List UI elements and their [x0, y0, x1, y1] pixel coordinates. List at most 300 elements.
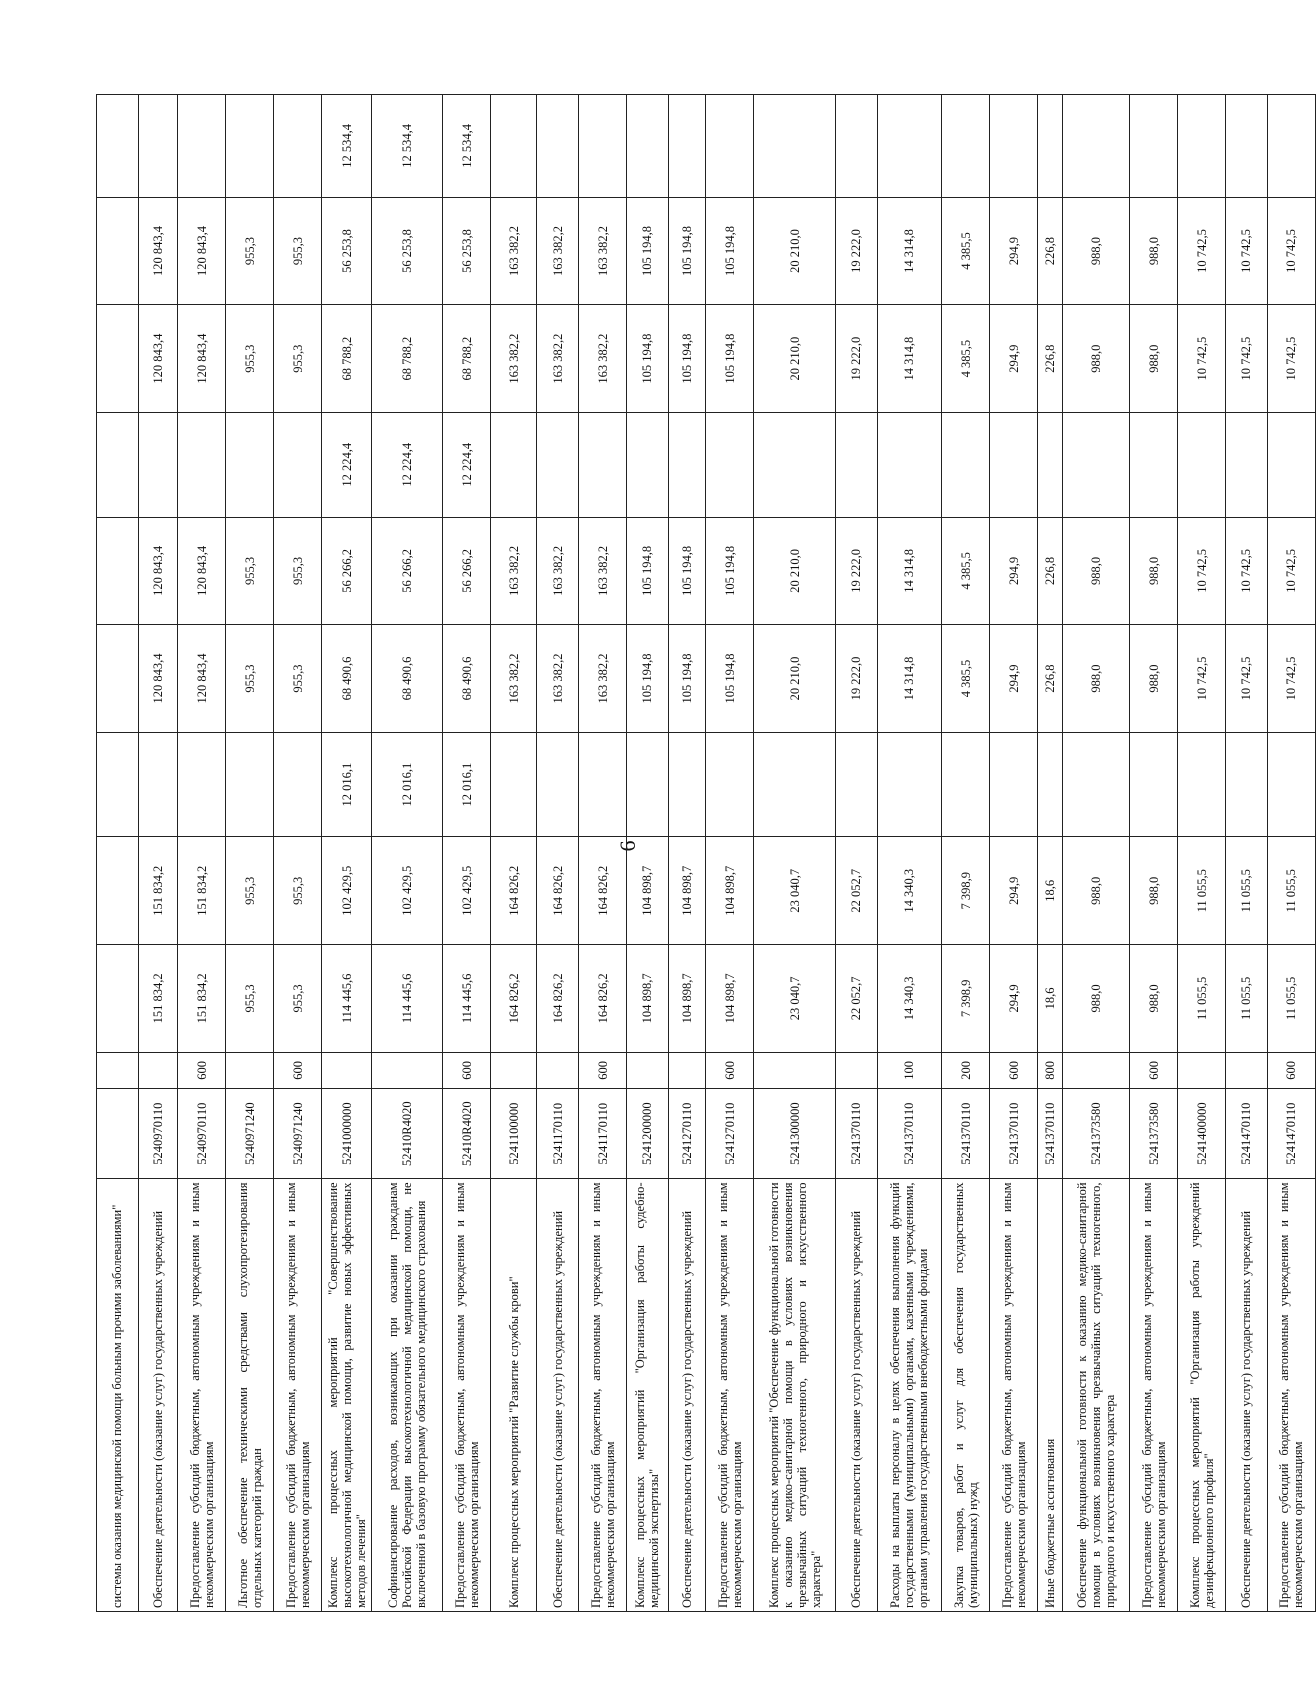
value-2025-total: 68 490,6 [372, 625, 443, 733]
value-2026-total: 14 314,8 [877, 305, 942, 413]
value-2026-total: 4 385,5 [942, 305, 990, 413]
table-row [1063, 95, 1130, 1612]
row-code: 5241373580 [1063, 1088, 1130, 1179]
value-2024-total: 955,3 [226, 945, 274, 1053]
value-2024-federal [754, 732, 835, 837]
value-2025-federal [226, 412, 274, 517]
value-2026-federal [97, 95, 139, 198]
value-2025-federal [1267, 412, 1315, 517]
row-code: 5240970110 [178, 1088, 226, 1179]
value-2024-total: 104 898,7 [668, 945, 706, 1053]
row-vr: 600 [178, 1052, 226, 1088]
row-name: Комплекс процессных мероприятий "Совершенствование высокотехнологичной медицинской помощи, развитие новых эффективных методов лечения" [322, 1179, 372, 1612]
value-2025-regional: 120 843,4 [138, 517, 178, 625]
table-row [372, 95, 443, 1612]
row-vr [1226, 1052, 1268, 1088]
row-code: 5241370110 [877, 1088, 942, 1179]
table-row [1267, 95, 1315, 1612]
value-2024-federal: 12 016,1 [322, 732, 372, 837]
row-code: 5241200000 [627, 1088, 669, 1179]
value-2024-regional: 102 429,5 [443, 837, 491, 945]
table-row [138, 95, 178, 1612]
table-row [1226, 95, 1268, 1612]
value-2025-federal [138, 412, 178, 517]
value-2026-regional: 105 194,8 [706, 197, 754, 305]
value-2026-regional: 163 382,2 [579, 197, 627, 305]
value-2024-federal [537, 732, 579, 837]
row-vr [1178, 1052, 1226, 1088]
value-2024-total: 164 826,2 [579, 945, 627, 1053]
row-code: 5241270110 [668, 1088, 706, 1179]
row-code: 5241370110 [942, 1088, 990, 1179]
value-2026-federal [1130, 95, 1178, 198]
table-row [706, 95, 754, 1612]
value-2025-total: 19 222,0 [835, 625, 877, 733]
value-2024-federal [1267, 732, 1315, 837]
value-2026-total: 68 788,2 [443, 305, 491, 413]
value-2024-regional: 104 898,7 [668, 837, 706, 945]
row-vr: 200 [942, 1052, 990, 1088]
row-name: Комплекс процессных мероприятий "Организация работы судебно-медицинской экспертизы" [627, 1179, 669, 1612]
value-2024-regional: 104 898,7 [706, 837, 754, 945]
value-2024-regional: 22 052,7 [835, 837, 877, 945]
value-2024-regional: 102 429,5 [372, 837, 443, 945]
value-2026-federal: 12 534,4 [443, 95, 491, 198]
value-2026-total: 10 742,5 [1267, 305, 1315, 413]
value-2026-regional: 226,8 [1038, 197, 1063, 305]
value-2025-regional: 4 385,5 [942, 517, 990, 625]
value-2026-regional: 10 742,5 [1267, 197, 1315, 305]
page-number: 6 [615, 840, 640, 852]
row-code: 5240971240 [226, 1088, 274, 1179]
value-2024-total: 988,0 [1063, 945, 1130, 1053]
value-2024-regional: 7 398,9 [942, 837, 990, 945]
row-name: Софинансирование расходов, возникающих при оказании гражданам Российской Федерации высокотехнологичной медицинской помощи, не включенной в базовую программу обязательного медицинского страхования [372, 1179, 443, 1612]
value-2026-total: 120 843,4 [178, 305, 226, 413]
row-name: Обеспечение деятельности (оказание услуг) государственных учреждений [1226, 1179, 1268, 1612]
value-2024-regional: 11 055,5 [1178, 837, 1226, 945]
value-2024-total: 18,6 [1038, 945, 1063, 1053]
value-2026-total: 163 382,2 [491, 305, 537, 413]
value-2026-regional: 10 742,5 [1178, 197, 1226, 305]
value-2024-total: 104 898,7 [627, 945, 669, 1053]
value-2025-federal [579, 412, 627, 517]
value-2025-regional: 56 266,2 [322, 517, 372, 625]
value-2025-federal [491, 412, 537, 517]
value-2025-total: 10 742,5 [1226, 625, 1268, 733]
value-2024-federal [491, 732, 537, 837]
value-2024-federal [706, 732, 754, 837]
table-row [537, 95, 579, 1612]
value-2024-regional: 14 340,3 [877, 837, 942, 945]
value-2024-federal [579, 732, 627, 837]
value-2024-regional: 955,3 [226, 837, 274, 945]
row-name: Предоставление субсидий бюджетным, автономным учреждениям и иным некоммерческим организациям [706, 1179, 754, 1612]
value-2025-regional: 105 194,8 [668, 517, 706, 625]
value-2024-total: 164 826,2 [491, 945, 537, 1053]
value-2025-regional [97, 517, 139, 625]
value-2026-federal: 12 534,4 [322, 95, 372, 198]
value-2026-regional: 988,0 [1130, 197, 1178, 305]
row-code: 5241470110 [1267, 1088, 1315, 1179]
value-2024-regional: 104 898,7 [627, 837, 669, 945]
value-2025-federal [274, 412, 322, 517]
value-2024-regional: 102 429,5 [322, 837, 372, 945]
value-2024-federal [178, 732, 226, 837]
value-2026-regional: 105 194,8 [627, 197, 669, 305]
value-2025-total: 163 382,2 [537, 625, 579, 733]
row-name: Расходы на выплаты персоналу в целях обеспечения выполнения функций государственными (муниципальными) органами, казенными учреждениями, органами управления государственными внебюджетными фондами [877, 1179, 942, 1612]
value-2025-federal [627, 412, 669, 517]
row-name: Предоставление субсидий бюджетным, автономным учреждениям и иным некоммерческим организациям [274, 1179, 322, 1612]
value-2025-federal [990, 412, 1038, 517]
value-2025-federal: 12 224,4 [443, 412, 491, 517]
value-2026-total: 163 382,2 [579, 305, 627, 413]
value-2024-federal [942, 732, 990, 837]
row-vr: 800 [1038, 1052, 1063, 1088]
budget-table-body [97, 95, 1316, 1612]
value-2026-total: 226,8 [1038, 305, 1063, 413]
value-2025-regional: 226,8 [1038, 517, 1063, 625]
value-2024-federal [1178, 732, 1226, 837]
row-code: 52410R4020 [372, 1088, 443, 1179]
row-name: Предоставление субсидий бюджетным, автономным учреждениям и иным некоммерческим организациям [990, 1179, 1038, 1612]
value-2024-total: 104 898,7 [706, 945, 754, 1053]
value-2026-total: 988,0 [1130, 305, 1178, 413]
value-2026-federal [138, 95, 178, 198]
table-row [443, 95, 491, 1612]
value-2025-federal [97, 412, 139, 517]
value-2024-federal [226, 732, 274, 837]
row-code: 5241373580 [1130, 1088, 1178, 1179]
value-2026-federal [877, 95, 942, 198]
value-2025-federal [1130, 412, 1178, 517]
value-2024-total [97, 945, 139, 1053]
value-2024-federal [668, 732, 706, 837]
value-2024-federal [1038, 732, 1063, 837]
row-vr [668, 1052, 706, 1088]
value-2024-federal [835, 732, 877, 837]
value-2026-total: 10 742,5 [1178, 305, 1226, 413]
value-2025-total: 294,9 [990, 625, 1038, 733]
table-row [1038, 95, 1063, 1612]
value-2024-regional: 955,3 [274, 837, 322, 945]
value-2024-federal: 12 016,1 [443, 732, 491, 837]
value-2026-federal [579, 95, 627, 198]
value-2025-federal [1226, 412, 1268, 517]
value-2024-total: 14 340,3 [877, 945, 942, 1053]
value-2026-total: 294,9 [990, 305, 1038, 413]
row-vr [226, 1052, 274, 1088]
value-2025-regional: 120 843,4 [178, 517, 226, 625]
value-2026-federal [1063, 95, 1130, 198]
value-2025-total: 955,3 [274, 625, 322, 733]
value-2026-total: 955,3 [226, 305, 274, 413]
value-2025-total: 120 843,4 [138, 625, 178, 733]
row-name: Обеспечение деятельности (оказание услуг) государственных учреждений [835, 1179, 877, 1612]
row-code: 5241170110 [579, 1088, 627, 1179]
row-name: системы оказания медицинской помощи больным прочими заболеваниями" [97, 1179, 139, 1612]
value-2026-federal [178, 95, 226, 198]
value-2025-total: 226,8 [1038, 625, 1063, 733]
row-code: 5240971240 [274, 1088, 322, 1179]
row-code: 5240970110 [138, 1088, 178, 1179]
value-2026-federal [942, 95, 990, 198]
value-2025-regional: 10 742,5 [1267, 517, 1315, 625]
value-2026-regional [97, 197, 139, 305]
value-2026-regional: 955,3 [274, 197, 322, 305]
row-vr [1063, 1052, 1130, 1088]
value-2025-regional: 105 194,8 [706, 517, 754, 625]
value-2024-regional: 164 826,2 [537, 837, 579, 945]
value-2024-total: 7 398,9 [942, 945, 990, 1053]
value-2025-regional: 955,3 [274, 517, 322, 625]
value-2024-regional [97, 837, 139, 945]
value-2025-regional: 105 194,8 [627, 517, 669, 625]
row-code: 5241100000 [491, 1088, 537, 1179]
value-2025-regional: 14 314,8 [877, 517, 942, 625]
value-2025-regional: 955,3 [226, 517, 274, 625]
row-name: Предоставление субсидий бюджетным, автономным учреждениям и иным некоммерческим организациям [1267, 1179, 1315, 1612]
table-row [990, 95, 1038, 1612]
value-2024-federal [138, 732, 178, 837]
value-2026-regional: 120 843,4 [138, 197, 178, 305]
value-2026-federal [274, 95, 322, 198]
value-2024-regional: 988,0 [1063, 837, 1130, 945]
value-2026-federal [990, 95, 1038, 198]
row-vr: 600 [274, 1052, 322, 1088]
row-name: Предоставление субсидий бюджетным, автономным учреждениям и иным некоммерческим организациям [1130, 1179, 1178, 1612]
value-2024-total: 151 834,2 [138, 945, 178, 1053]
row-code: 5241370110 [990, 1088, 1038, 1179]
value-2024-total: 294,9 [990, 945, 1038, 1053]
value-2026-total: 68 788,2 [322, 305, 372, 413]
value-2025-total: 105 194,8 [706, 625, 754, 733]
row-vr [537, 1052, 579, 1088]
value-2026-regional: 19 222,0 [835, 197, 877, 305]
row-code: 5241270110 [706, 1088, 754, 1179]
table-row [627, 95, 669, 1612]
row-code: 5241170110 [537, 1088, 579, 1179]
value-2024-federal [627, 732, 669, 837]
value-2025-total: 955,3 [226, 625, 274, 733]
row-vr [835, 1052, 877, 1088]
row-name: Предоставление субсидий бюджетным, автономным учреждениям и иным некоммерческим организациям [579, 1179, 627, 1612]
row-name: Предоставление субсидий бюджетным, автономным учреждениям и иным некоммерческим организациям [443, 1179, 491, 1612]
value-2025-total: 20 210,0 [754, 625, 835, 733]
value-2026-federal [226, 95, 274, 198]
row-vr: 600 [990, 1052, 1038, 1088]
value-2024-federal [1226, 732, 1268, 837]
value-2025-regional: 56 266,2 [372, 517, 443, 625]
value-2026-federal: 12 534,4 [372, 95, 443, 198]
row-name: Комплекс процессных мероприятий "Обеспечение функциональной готовности к оказанию медико-санитарной помощи в условиях возникновения чрезвычайных ситуаций техногенного, природного и искусственного характера" [754, 1179, 835, 1612]
row-vr [491, 1052, 537, 1088]
value-2025-federal [178, 412, 226, 517]
row-code: 5241370110 [1038, 1088, 1063, 1179]
value-2025-federal [754, 412, 835, 517]
row-name: Комплекс процессных мероприятий "Организация работы учреждений дезинфекционного профиля" [1178, 1179, 1226, 1612]
value-2025-total: 4 385,5 [942, 625, 990, 733]
value-2025-federal [668, 412, 706, 517]
value-2026-federal [491, 95, 537, 198]
value-2025-total: 988,0 [1063, 625, 1130, 733]
value-2026-regional: 20 210,0 [754, 197, 835, 305]
row-vr: 100 [877, 1052, 942, 1088]
value-2025-regional: 19 222,0 [835, 517, 877, 625]
value-2026-total: 105 194,8 [706, 305, 754, 413]
table-row [754, 95, 835, 1612]
value-2026-federal [835, 95, 877, 198]
value-2024-regional: 294,9 [990, 837, 1038, 945]
value-2024-regional: 988,0 [1130, 837, 1178, 945]
table-row [877, 95, 942, 1612]
value-2024-total: 114 445,6 [443, 945, 491, 1053]
value-2026-federal [1267, 95, 1315, 198]
row-vr: 600 [706, 1052, 754, 1088]
row-name: Льготное обеспечение техническими средствами слухопротезирования отдельных категорий граждан [226, 1179, 274, 1612]
table-row [178, 95, 226, 1612]
rotated-table-container [96, 94, 1316, 1612]
value-2025-regional: 988,0 [1063, 517, 1130, 625]
row-code: 5241400000 [1178, 1088, 1226, 1179]
value-2025-regional: 294,9 [990, 517, 1038, 625]
value-2025-total: 105 194,8 [627, 625, 669, 733]
value-2025-regional: 56 266,2 [443, 517, 491, 625]
value-2025-federal [835, 412, 877, 517]
value-2025-total: 10 742,5 [1267, 625, 1315, 733]
row-vr: 600 [579, 1052, 627, 1088]
value-2026-federal [754, 95, 835, 198]
row-vr: 600 [1267, 1052, 1315, 1088]
value-2025-regional: 10 742,5 [1178, 517, 1226, 625]
row-code: 5241470110 [1226, 1088, 1268, 1179]
value-2025-total [97, 625, 139, 733]
value-2025-regional: 20 210,0 [754, 517, 835, 625]
value-2026-total: 105 194,8 [627, 305, 669, 413]
value-2024-total: 114 445,6 [322, 945, 372, 1053]
value-2024-regional: 23 040,7 [754, 837, 835, 945]
value-2025-total: 68 490,6 [322, 625, 372, 733]
value-2026-total: 10 742,5 [1226, 305, 1268, 413]
value-2025-regional: 163 382,2 [537, 517, 579, 625]
value-2026-total [97, 305, 139, 413]
row-vr [322, 1052, 372, 1088]
value-2025-regional: 988,0 [1130, 517, 1178, 625]
value-2026-regional: 294,9 [990, 197, 1038, 305]
value-2024-total: 114 445,6 [372, 945, 443, 1053]
value-2024-total: 955,3 [274, 945, 322, 1053]
value-2024-regional: 11 055,5 [1226, 837, 1268, 945]
value-2024-total: 988,0 [1130, 945, 1178, 1053]
value-2024-total: 11 055,5 [1226, 945, 1268, 1053]
value-2026-regional: 955,3 [226, 197, 274, 305]
value-2024-total: 151 834,2 [178, 945, 226, 1053]
budget-table [96, 94, 1316, 1612]
table-row [322, 95, 372, 1612]
value-2024-federal [877, 732, 942, 837]
value-2025-federal [1178, 412, 1226, 517]
value-2025-federal [1063, 412, 1130, 517]
value-2025-federal [877, 412, 942, 517]
value-2025-federal [942, 412, 990, 517]
value-2026-total: 20 210,0 [754, 305, 835, 413]
row-name: Комплекс процессных мероприятий "Развитие службы крови" [491, 1179, 537, 1612]
value-2024-regional: 151 834,2 [138, 837, 178, 945]
value-2025-total: 68 490,6 [443, 625, 491, 733]
table-row [579, 95, 627, 1612]
value-2026-regional: 163 382,2 [491, 197, 537, 305]
value-2024-regional: 11 055,5 [1267, 837, 1315, 945]
value-2026-total: 68 788,2 [372, 305, 443, 413]
value-2024-federal [1063, 732, 1130, 837]
value-2025-federal [706, 412, 754, 517]
table-row [97, 95, 139, 1612]
row-name: Обеспечение функциональной готовности к оказанию медико-санитарной помощи в условиях возникновения чрезвычайных ситуаций техногенного, природного и искусственного характера [1063, 1179, 1130, 1612]
value-2024-federal [97, 732, 139, 837]
value-2024-federal: 12 016,1 [372, 732, 443, 837]
value-2026-regional: 163 382,2 [537, 197, 579, 305]
row-name: Закупка товаров, работ и услуг для обеспечения государственных (муниципальных) нужд [942, 1179, 990, 1612]
value-2025-total: 10 742,5 [1178, 625, 1226, 733]
value-2024-regional: 151 834,2 [178, 837, 226, 945]
value-2026-regional: 120 843,4 [178, 197, 226, 305]
value-2026-federal [706, 95, 754, 198]
value-2026-regional: 56 253,8 [322, 197, 372, 305]
row-code [97, 1088, 139, 1179]
value-2025-federal: 12 224,4 [322, 412, 372, 517]
value-2025-total: 120 843,4 [178, 625, 226, 733]
value-2026-regional: 4 385,5 [942, 197, 990, 305]
value-2026-federal [537, 95, 579, 198]
value-2026-regional: 56 253,8 [443, 197, 491, 305]
value-2025-federal [537, 412, 579, 517]
value-2026-regional: 988,0 [1063, 197, 1130, 305]
value-2026-total: 19 222,0 [835, 305, 877, 413]
value-2025-total: 163 382,2 [491, 625, 537, 733]
value-2026-regional: 56 253,8 [372, 197, 443, 305]
value-2026-federal [668, 95, 706, 198]
table-row [226, 95, 274, 1612]
value-2025-regional: 10 742,5 [1226, 517, 1268, 625]
row-name: Предоставление субсидий бюджетным, автономным учреждениям и иным некоммерческим организациям [178, 1179, 226, 1612]
table-row [274, 95, 322, 1612]
row-code: 5241000000 [322, 1088, 372, 1179]
row-vr [97, 1052, 139, 1088]
value-2024-federal [1130, 732, 1178, 837]
row-name: Иные бюджетные ассигнования [1038, 1179, 1063, 1612]
value-2026-total: 105 194,8 [668, 305, 706, 413]
value-2025-total: 105 194,8 [668, 625, 706, 733]
value-2025-federal [1038, 412, 1063, 517]
row-vr [372, 1052, 443, 1088]
value-2026-regional: 105 194,8 [668, 197, 706, 305]
value-2026-regional: 10 742,5 [1226, 197, 1268, 305]
value-2025-total: 988,0 [1130, 625, 1178, 733]
row-name: Обеспечение деятельности (оказание услуг) государственных учреждений [537, 1179, 579, 1612]
value-2025-regional: 163 382,2 [579, 517, 627, 625]
value-2026-regional: 14 314,8 [877, 197, 942, 305]
row-code: 5241370110 [835, 1088, 877, 1179]
table-row [942, 95, 990, 1612]
row-name: Обеспечение деятельности (оказание услуг) государственных учреждений [138, 1179, 178, 1612]
value-2024-total: 11 055,5 [1178, 945, 1226, 1053]
value-2024-federal [990, 732, 1038, 837]
value-2024-total: 23 040,7 [754, 945, 835, 1053]
table-row [1130, 95, 1178, 1612]
value-2026-federal [1178, 95, 1226, 198]
row-vr: 600 [443, 1052, 491, 1088]
